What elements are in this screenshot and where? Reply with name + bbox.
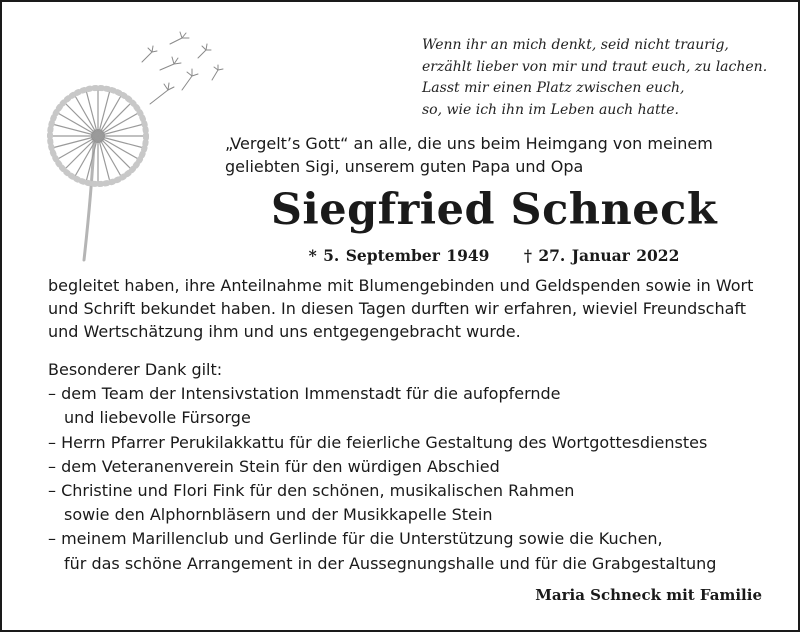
birth-date: * 5. September 1949 xyxy=(308,246,490,265)
intro-text xyxy=(225,132,785,178)
poem-line: Wenn ihr an mich denkt, seid nicht traurig, xyxy=(422,37,729,53)
thanks-item: – dem Team der Intensivstation Immenstadt für die aufopfernde xyxy=(48,384,561,404)
thanks-item: – Christine und Flori Fink für den schönen, musikalischen Rahmen xyxy=(48,481,575,501)
intro-line: geliebten Sigi, unserem guten Papa und Opa xyxy=(225,157,584,176)
thanks-item-continuation: sowie den Alphornbläsern und der Musikkapelle Stein xyxy=(64,505,493,525)
thanks-item-continuation: und liebevolle Fürsorge xyxy=(64,408,251,428)
thanks-item-continuation: für das schöne Arrangement in der Aussegnungshalle und für die Grabgestaltung xyxy=(64,553,717,573)
deceased-name: Siegfried Schneck xyxy=(270,185,718,235)
thanks-item: – dem Veteranenverein Stein für den würdigen Abschied xyxy=(48,456,500,476)
intro-line: „Vergelt’s Gott“ an alle, die uns beim Heimgang von meinem xyxy=(225,134,713,153)
life-dates xyxy=(202,245,786,267)
thanks-section xyxy=(48,358,788,576)
thanks-item: – meinem Marillenclub und Gerlinde für die Unterstützung sowie die Kuchen, xyxy=(48,529,663,549)
poem-line: so, wie ich ihn im Leben auch hatte. xyxy=(422,101,679,118)
poem-line: Lasst mir einen Platz zwischen euch, xyxy=(422,80,685,96)
body-line: und Schrift bekundet haben. In diesen Tagen durften wir erfahren, wieviel Freundschaft xyxy=(48,299,747,318)
body-line: und Wertschätzung ihm und uns entgegengebracht wurde. xyxy=(48,322,521,341)
body-line: begleitet haben, ihre Anteilnahme mit Blumengebinden und Geldspenden sowie in Wort xyxy=(48,276,754,295)
poem xyxy=(422,35,782,121)
signature: Maria Schneck mit Familie xyxy=(535,586,762,604)
death-date: † 27. Januar 2022 xyxy=(523,246,680,265)
thanks-item: – Herrn Pfarrer Perukilakkattu für die feierliche Gestaltung des Wortgottesdienstes xyxy=(48,432,708,452)
body-paragraph xyxy=(48,274,788,343)
thanks-heading: Besonderer Dank gilt: xyxy=(48,360,223,379)
poem-line: erzählt lieber von mir und traut euch, zu lachen. xyxy=(422,58,768,75)
